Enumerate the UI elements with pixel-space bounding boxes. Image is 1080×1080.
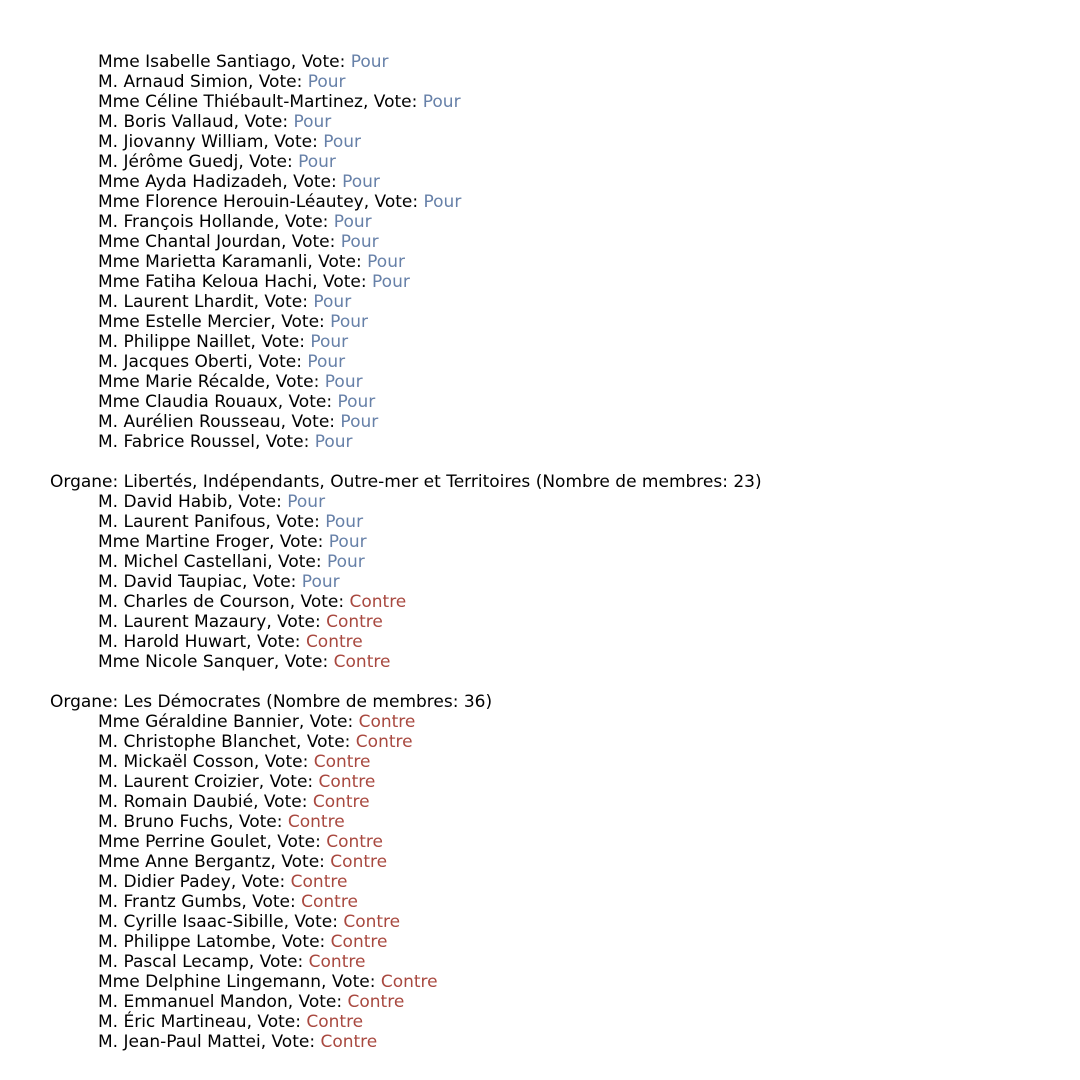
member-name: M. Jiovanny William bbox=[98, 132, 264, 152]
member-vote-row bbox=[50, 212, 1080, 232]
member-name: M. Mickaël Cosson bbox=[98, 752, 254, 772]
vote-label: , Vote: bbox=[253, 792, 313, 812]
vote-label: , Vote: bbox=[312, 272, 373, 292]
vote-label: , Vote: bbox=[258, 772, 319, 792]
member-vote-row bbox=[50, 712, 1080, 732]
vote-value-pour: Pour bbox=[333, 212, 372, 232]
vote-value-pour: Pour bbox=[367, 252, 405, 272]
vote-label: , Vote: bbox=[246, 1012, 307, 1032]
member-vote-row bbox=[50, 732, 1080, 752]
section-spacer bbox=[50, 672, 1080, 692]
vote-value-pour: Pour bbox=[340, 232, 379, 252]
member-name: M. Bruno Fuchs bbox=[98, 812, 229, 832]
member-vote-row bbox=[50, 852, 1080, 872]
member-name: M. Boris Vallaud bbox=[98, 112, 234, 132]
member-name: M. Philippe Latombe bbox=[98, 932, 271, 952]
member-vote-row bbox=[50, 932, 1080, 952]
member-name: Mme Géraldine Bannier bbox=[98, 712, 299, 732]
member-vote-row bbox=[50, 372, 1080, 392]
member-vote-row bbox=[50, 352, 1080, 372]
member-vote-row bbox=[50, 752, 1080, 772]
member-vote-row bbox=[50, 1012, 1080, 1032]
member-vote-row bbox=[50, 92, 1080, 112]
member-vote-row bbox=[50, 772, 1080, 792]
vote-value-contre: Contre bbox=[313, 752, 371, 772]
member-vote-row bbox=[50, 72, 1080, 92]
member-name: M. Didier Padey bbox=[98, 872, 231, 892]
member-name: M. Laurent Panifous bbox=[98, 512, 266, 532]
vote-value-pour: Pour bbox=[350, 52, 389, 72]
vote-label: , Vote: bbox=[270, 312, 331, 332]
vote-value-pour: Pour bbox=[342, 172, 380, 192]
vote-label: , Vote: bbox=[296, 732, 356, 752]
member-name: Mme Chantal Jourdan bbox=[98, 232, 281, 252]
vote-label: , Vote: bbox=[307, 252, 368, 272]
vote-value-pour: Pour bbox=[324, 372, 363, 392]
vote-label: , Vote: bbox=[269, 532, 329, 552]
member-vote-row bbox=[50, 392, 1080, 412]
member-name: Mme Delphine Lingemann bbox=[98, 972, 322, 992]
vote-value-contre: Contre bbox=[320, 1032, 378, 1052]
member-name: M. Arnaud Simion bbox=[98, 72, 248, 92]
organe-header: Organe: Les Démocrates (Nombre de membres: 36) bbox=[50, 692, 493, 712]
member-vote-row bbox=[50, 592, 1080, 612]
vote-value-contre: Contre bbox=[301, 892, 358, 912]
member-vote-row bbox=[50, 292, 1080, 312]
member-vote-row bbox=[50, 412, 1080, 432]
member-vote-row bbox=[50, 272, 1080, 292]
member-name: M. Jérôme Guedj bbox=[98, 152, 239, 172]
vote-label: , Vote: bbox=[281, 232, 341, 252]
vote-label: , Vote: bbox=[246, 632, 306, 652]
vote-value-pour: Pour bbox=[293, 112, 332, 132]
member-name: M. Jean-Paul Mattei bbox=[98, 1032, 261, 1052]
vote-value-pour: Pour bbox=[323, 132, 362, 152]
member-name: Mme Perrine Goulet bbox=[98, 832, 267, 852]
vote-value-contre: Contre bbox=[305, 632, 363, 652]
vote-value-contre: Contre bbox=[330, 852, 388, 872]
vote-value-contre: Contre bbox=[333, 652, 391, 672]
member-name: Mme Martine Froger bbox=[98, 532, 269, 552]
member-name: M. Frantz Gumbs bbox=[98, 892, 242, 912]
member-vote-row bbox=[50, 192, 1080, 212]
member-name: M. Aurélien Rousseau bbox=[98, 412, 281, 432]
member-vote-row bbox=[50, 152, 1080, 172]
vote-value-pour: Pour bbox=[372, 272, 410, 292]
vote-label: , Vote: bbox=[280, 412, 341, 432]
vote-label: , Vote: bbox=[265, 512, 326, 532]
vote-label: , Vote: bbox=[266, 832, 327, 852]
member-vote-row bbox=[50, 252, 1080, 272]
organe-section bbox=[50, 672, 1080, 1052]
vote-label: , Vote: bbox=[270, 932, 331, 952]
member-name: M. Pascal Lecamp bbox=[98, 952, 249, 972]
vote-label: , Vote: bbox=[282, 172, 343, 192]
member-vote-row bbox=[50, 232, 1080, 252]
vote-value-pour: Pour bbox=[340, 412, 379, 432]
member-name: Mme Anne Bergantz bbox=[98, 852, 271, 872]
vote-label: , Vote: bbox=[227, 492, 288, 512]
organe-section bbox=[50, 52, 1080, 452]
member-name: M. Jacques Oberti bbox=[98, 352, 248, 372]
vote-label: , Vote: bbox=[242, 572, 302, 592]
vote-label: , Vote: bbox=[247, 352, 308, 372]
member-vote-row bbox=[50, 492, 1080, 512]
vote-value-pour: Pour bbox=[298, 152, 336, 172]
vote-label: , Vote: bbox=[267, 552, 327, 572]
organe-header: Organe: Libertés, Indépendants, Outre-mer et Territoires (Nombre de membres: 23) bbox=[50, 472, 762, 492]
vote-value-pour: Pour bbox=[287, 492, 326, 512]
member-vote-row bbox=[50, 652, 1080, 672]
vote-value-pour: Pour bbox=[422, 92, 461, 112]
vote-label: , Vote: bbox=[241, 892, 302, 912]
vote-label: , Vote: bbox=[250, 332, 311, 352]
vote-label: , Vote: bbox=[363, 192, 424, 212]
vote-value-pour: Pour bbox=[326, 552, 365, 572]
member-vote-row bbox=[50, 832, 1080, 852]
member-vote-row bbox=[50, 992, 1080, 1012]
vote-label: , Vote: bbox=[277, 392, 338, 412]
vote-value-pour: Pour bbox=[337, 392, 376, 412]
vote-value-pour: Pour bbox=[313, 292, 352, 312]
member-vote-row bbox=[50, 792, 1080, 812]
vote-label: , Vote: bbox=[290, 52, 351, 72]
vote-value-contre: Contre bbox=[343, 912, 401, 932]
vote-label: , Vote: bbox=[254, 432, 315, 452]
member-name: M. Laurent Mazaury bbox=[98, 612, 267, 632]
member-vote-row bbox=[50, 112, 1080, 132]
member-name: Mme Fatiha Keloua Hachi bbox=[98, 272, 313, 292]
vote-value-contre: Contre bbox=[326, 832, 384, 852]
member-name: Mme Céline Thiébault-Martinez bbox=[98, 92, 363, 112]
member-name: Mme Nicole Sanquer bbox=[98, 652, 274, 672]
vote-value-contre: Contre bbox=[318, 772, 376, 792]
member-vote-row bbox=[50, 1032, 1080, 1052]
vote-label: , Vote: bbox=[248, 952, 309, 972]
member-vote-row bbox=[50, 432, 1080, 452]
member-vote-row bbox=[50, 52, 1080, 72]
member-vote-row bbox=[50, 952, 1080, 972]
member-vote-row bbox=[50, 172, 1080, 192]
vote-value-pour: Pour bbox=[314, 432, 353, 452]
vote-value-contre: Contre bbox=[349, 592, 407, 612]
vote-value-contre: Contre bbox=[330, 932, 388, 952]
member-vote-row bbox=[50, 912, 1080, 932]
vote-value-contre: Contre bbox=[380, 972, 438, 992]
member-name: Mme Marie Récalde bbox=[98, 372, 265, 392]
vote-value-pour: Pour bbox=[310, 332, 349, 352]
member-name: Mme Ayda Hadizadeh bbox=[98, 172, 283, 192]
vote-value-contre: Contre bbox=[358, 712, 416, 732]
vote-label: , Vote: bbox=[287, 992, 348, 1012]
vote-label: , Vote: bbox=[283, 912, 344, 932]
vote-value-contre: Contre bbox=[287, 812, 345, 832]
vote-value-pour: Pour bbox=[330, 312, 368, 332]
member-vote-row bbox=[50, 312, 1080, 332]
member-vote-row bbox=[50, 552, 1080, 572]
member-name: M. Philippe Naillet bbox=[98, 332, 251, 352]
member-name: M. David Taupiac bbox=[98, 572, 243, 592]
vote-label: , Vote: bbox=[253, 752, 314, 772]
member-name: Mme Florence Herouin-Léautey bbox=[98, 192, 364, 212]
vote-label: , Vote: bbox=[247, 72, 308, 92]
member-name: Mme Claudia Rouaux bbox=[98, 392, 278, 412]
member-vote-row bbox=[50, 632, 1080, 652]
vote-value-contre: Contre bbox=[312, 792, 370, 812]
member-name: M. Harold Huwart bbox=[98, 632, 247, 652]
vote-label: , Vote: bbox=[362, 92, 423, 112]
member-vote-row bbox=[50, 892, 1080, 912]
member-vote-row bbox=[50, 872, 1080, 892]
member-name: M. Cyrille Isaac-Sibille bbox=[98, 912, 284, 932]
vote-value-pour: Pour bbox=[325, 512, 364, 532]
member-vote-row bbox=[50, 812, 1080, 832]
member-name: M. Romain Daubié bbox=[98, 792, 254, 812]
member-vote-row bbox=[50, 132, 1080, 152]
member-name: M. Fabrice Roussel bbox=[98, 432, 255, 452]
vote-value-contre: Contre bbox=[308, 952, 366, 972]
vote-value-contre: Contre bbox=[326, 612, 383, 632]
member-name: M. François Hollande bbox=[98, 212, 275, 232]
vote-label: , Vote: bbox=[263, 132, 324, 152]
vote-label: , Vote: bbox=[321, 972, 381, 992]
member-name: Mme Marietta Karamanli bbox=[98, 252, 308, 272]
member-name: M. Charles de Courson bbox=[98, 592, 290, 612]
vote-value-contre: Contre bbox=[290, 872, 348, 892]
vote-label: , Vote: bbox=[230, 872, 291, 892]
member-vote-row bbox=[50, 332, 1080, 352]
member-name: M. Laurent Croizier bbox=[98, 772, 259, 792]
vote-label: , Vote: bbox=[260, 1032, 321, 1052]
member-vote-row bbox=[50, 572, 1080, 592]
organe-section bbox=[50, 452, 1080, 672]
vote-label: , Vote: bbox=[298, 712, 359, 732]
member-name: M. Éric Martineau bbox=[98, 1012, 247, 1032]
vote-value-contre: Contre bbox=[347, 992, 405, 1012]
member-vote-row bbox=[50, 972, 1080, 992]
vote-label: , Vote: bbox=[265, 372, 325, 392]
vote-value-pour: Pour bbox=[423, 192, 462, 212]
member-name: Mme Estelle Mercier bbox=[98, 312, 271, 332]
section-spacer bbox=[50, 452, 1080, 472]
vote-value-pour: Pour bbox=[307, 352, 346, 372]
vote-label: , Vote: bbox=[228, 812, 288, 832]
member-name: M. Laurent Lhardit bbox=[98, 292, 254, 312]
vote-label: , Vote: bbox=[274, 212, 334, 232]
member-name: M. David Habib bbox=[98, 492, 228, 512]
vote-label: , Vote: bbox=[289, 592, 350, 612]
vote-value-contre: Contre bbox=[355, 732, 413, 752]
member-name: Mme Isabelle Santiago bbox=[98, 52, 291, 72]
vote-label: , Vote: bbox=[238, 152, 299, 172]
vote-label: , Vote: bbox=[253, 292, 314, 312]
vote-value-pour: Pour bbox=[307, 72, 346, 92]
member-name: M. Christophe Blanchet bbox=[98, 732, 297, 752]
vote-label: , Vote: bbox=[273, 652, 334, 672]
member-name: M. Emmanuel Mandon bbox=[98, 992, 288, 1012]
vote-value-pour: Pour bbox=[301, 572, 340, 592]
vote-label: , Vote: bbox=[270, 852, 331, 872]
vote-label: , Vote: bbox=[233, 112, 294, 132]
vote-document bbox=[50, 52, 1080, 1052]
member-vote-row bbox=[50, 512, 1080, 532]
member-name: M. Michel Castellani bbox=[98, 552, 268, 572]
vote-value-pour: Pour bbox=[328, 532, 367, 552]
vote-label: , Vote: bbox=[266, 612, 327, 632]
member-vote-row bbox=[50, 612, 1080, 632]
vote-value-contre: Contre bbox=[306, 1012, 364, 1032]
member-vote-row bbox=[50, 532, 1080, 552]
